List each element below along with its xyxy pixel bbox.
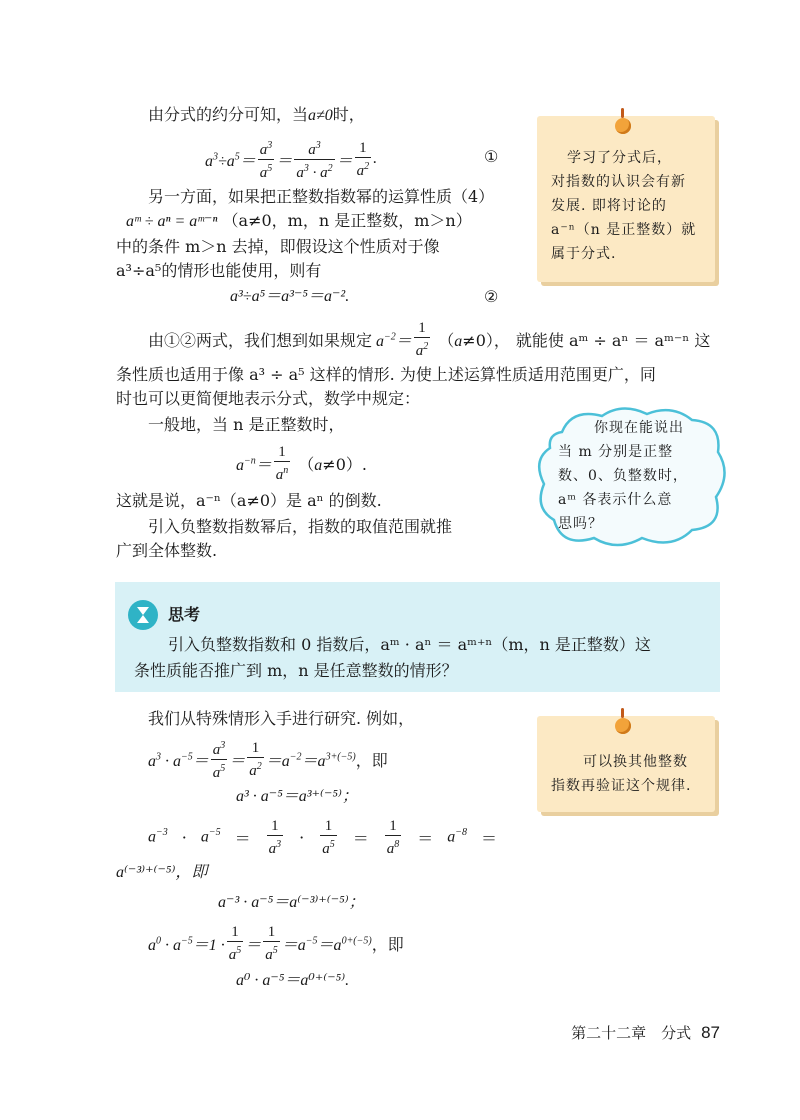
example-2-continued: a⁽⁻³⁾⁺⁽⁻⁵⁾，即 — [116, 864, 208, 881]
text-line: 广到全体整数. — [116, 541, 218, 560]
equation-2: a³÷a⁵＝a³⁻⁵＝a⁻². — [230, 288, 350, 305]
rule-line: aᵐ ÷ aⁿ = aᵐ⁻ⁿ （a≠0，m，n 是正整数，m＞n） — [126, 211, 472, 230]
text-line: 引入负整数指数幂后，指数的取值范围就推 — [148, 517, 453, 536]
text-line: 引入负整数指数和 0 指数后，aᵐ · aⁿ ＝ aᵐ⁺ⁿ（m，n 是正整数）这 — [168, 635, 651, 654]
pin-icon-stem — [621, 108, 624, 118]
text-line: 我们从特殊情形入手进行研究. 例如， — [148, 709, 415, 728]
text-line: 由分式的约分可知，当a≠0时， — [148, 105, 365, 124]
text-line: 这就是说，a⁻ⁿ（a≠0）是 aⁿ 的倒数. — [116, 491, 382, 510]
page-footer — [571, 1022, 720, 1043]
page-number: 87 — [701, 1023, 720, 1042]
text-line: 条性质也适用于像 a³ ÷ a⁵ 这样的情形. 为使上述运算性质适用范围更广，同 — [116, 365, 656, 384]
chapter-label: 第二十二章 分式 — [571, 1024, 692, 1042]
think-title: 思考 — [168, 605, 201, 624]
text-line: 另一方面，如果把正整数指数幂的运算性质（4） — [148, 187, 495, 206]
example-3: $a^0 \cdot a^{-5}=1$ · $\frac{1}{a^5}$ ＝ $\frac{1}{a^5}$ $=a^{-5}=a^{0+(-5)}$ ，即 — [148, 923, 404, 963]
example-2: $a^{-3}$ · $a^{-5}$ ＝ $\frac{1}{a^3}$ · $\frac{1}{a^5}$ ＝ $\frac{1}{a^8}$ ＝ $a^{-8}$ ＝ — [148, 817, 497, 857]
side-note-2: 可以换其他整数 指数再验证这个规律. — [537, 716, 715, 812]
thought-cloud: 你现在能说出 当 m 分别是正整 数、0、负整数时， aᵐ 各表示什么意 思吗？ — [532, 402, 732, 552]
equation-number-1: ① — [484, 147, 499, 166]
text-line: 时也可以更简便地表示分式，数学中规定： — [116, 389, 421, 408]
definition-equation: $a^{-n}=$ $\frac{1}{a^n}$ （a≠0）. — [236, 443, 367, 483]
pin-icon — [615, 118, 631, 134]
side-note-1: 学习了分式后， 对指数的认识会有新 发展. 即将讨论的 a⁻ⁿ（n 是正整数）就 属于分式. — [537, 116, 715, 282]
pin-icon — [615, 718, 631, 734]
equation-1: $a^3\div a^5=$ $\frac{a^3}{a^5}$ ＝ $\frac{a^3}{a^3 \cdot a^2}$ ＝ $\frac{1}{a^2}$ . — [205, 139, 378, 181]
text-line: a³÷a⁵的情形也能使用，则有 — [116, 261, 322, 280]
pin-icon-stem — [621, 708, 624, 718]
example-2-result: a⁻³ · a⁻⁵＝a⁽⁻³⁾⁺⁽⁻⁵⁾； — [218, 894, 365, 911]
equation-number-2: ② — [484, 287, 499, 306]
example-1-result: a³ · a⁻⁵＝a³⁺⁽⁻⁵⁾； — [236, 788, 358, 805]
example-3-result: a⁰ · a⁻⁵＝a⁰⁺⁽⁻⁵⁾. — [236, 972, 350, 989]
text-line: 条性质能否推广到 m，n 是任意整数的情形？ — [134, 661, 458, 680]
example-1: $a^3 \cdot a^{-5}=$ $\frac{a^3}{a^5}$ ＝ $\frac{1}{a^2}$ $=a^{-2}=a^{3+(-5)}$ ，即 — [148, 739, 388, 781]
hourglass-icon — [128, 600, 158, 630]
text-line: 一般地，当 n 是正整数时， — [148, 415, 345, 434]
text-line: 由①②两式，我们想到如果规定 $a^{-2}=$ $\frac{1}{a^2}$ （a≠0）， 就能使 aᵐ ÷ aⁿ ＝ aᵐ⁻ⁿ 这 — [148, 319, 711, 359]
text-line: 中的条件 m＞n 去掉，即假设这个性质对于像 — [116, 237, 440, 256]
